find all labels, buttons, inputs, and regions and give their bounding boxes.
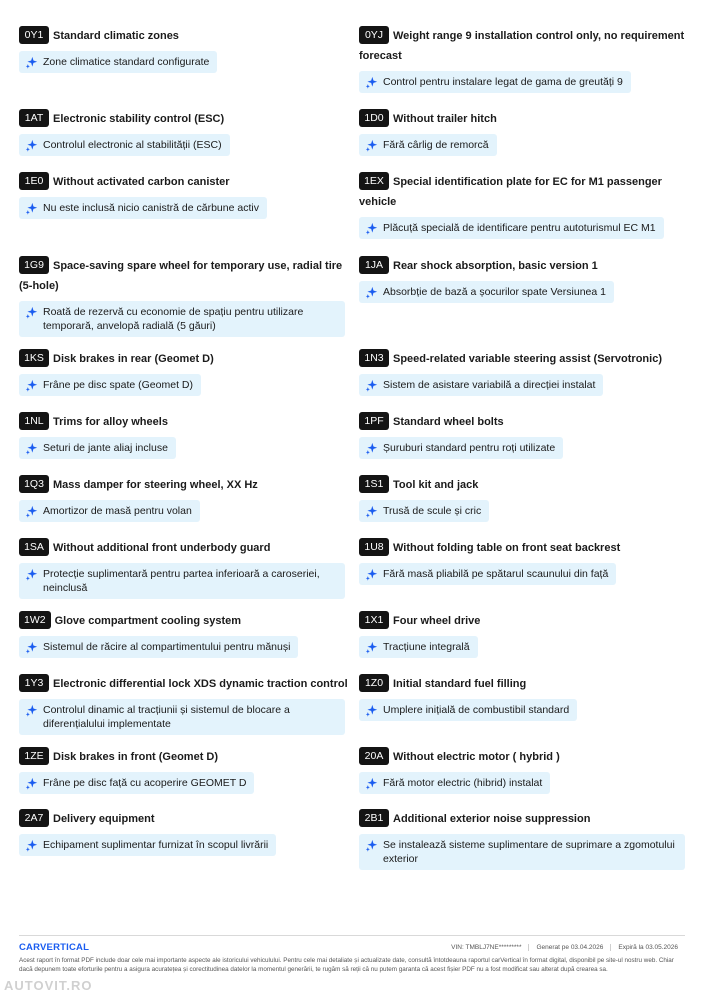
option-title: Without activated carbon canister: [53, 176, 230, 188]
option-code: 1G9: [19, 256, 49, 274]
disclaimer-text: Acest raport în format PDF include doar cele mai importante aspecte ale istoricului vehiculului. Pentru cele mai detaliate și actualizate date, consultă întotdeauna raportul carVertical în format digital, disponibil pe site-ul nostru web. Chiar dacă depunem toate eforturile pentru a asigura acuratețea și corectitudinea datelor la momentul generării, te rugăm să reții că nu putem garanta că acest fișier PDF nu a fost modificat sau alterat după crearea sa.: [19, 957, 674, 973]
option-heading: [19, 747, 349, 767]
option-item: [359, 109, 689, 157]
option-item: [19, 172, 349, 220]
translation-box: [359, 636, 478, 658]
option-translation: Tracțiune integrală: [383, 641, 470, 653]
translation-box: [19, 563, 345, 599]
option-translation: Fără cârlig de remorcă: [383, 139, 489, 151]
option-item: [359, 412, 689, 460]
report-meta: [444, 944, 685, 951]
report-footer: [19, 935, 685, 974]
sparkle-icon: [25, 777, 38, 790]
generated-date: Generat pe 03.04.2026: [528, 944, 610, 951]
translation-box: [19, 374, 201, 396]
sparkle-icon: [25, 56, 38, 69]
option-translation: Protecție suplimentară pentru partea inferioară a caroseriei, neinclusă: [43, 568, 320, 594]
sparkle-icon: [25, 442, 38, 455]
option-code: 2B1: [359, 809, 389, 827]
translation-box: [19, 699, 345, 735]
sparkle-icon: [365, 505, 378, 518]
option-heading: [19, 412, 349, 432]
option-code: 1SA: [19, 538, 49, 556]
translation-box: [19, 772, 254, 794]
option-item: [359, 475, 689, 523]
option-code: 1PF: [359, 412, 389, 430]
translation-box: [359, 374, 603, 396]
option-heading: [359, 412, 689, 432]
sparkle-icon: [25, 641, 38, 654]
option-translation: Zone climatice standard configurate: [43, 56, 210, 68]
option-code: 1E0: [19, 172, 49, 190]
option-heading: [359, 674, 689, 694]
option-heading: [359, 26, 689, 66]
option-heading: [19, 349, 349, 369]
option-code: 20A: [359, 747, 389, 765]
option-heading: [19, 256, 349, 296]
option-item: [19, 747, 349, 795]
option-title: Disk brakes in front (Geomet D): [53, 751, 219, 763]
option-heading: [359, 611, 689, 631]
option-title: Electronic differential lock XDS dynamic traction control: [53, 678, 348, 690]
option-code: 1Z0: [359, 674, 389, 692]
option-code: 1AT: [19, 109, 49, 127]
option-title: Space-saving spare wheel for temporary use, radial tire (5-hole): [19, 260, 343, 292]
option-translation: Seturi de jante aliaj incluse: [43, 442, 168, 454]
option-item: [19, 349, 349, 397]
option-heading: [359, 538, 689, 558]
translation-box: [359, 71, 631, 93]
sparkle-icon: [365, 222, 378, 235]
footer-divider: [19, 935, 685, 936]
translation-box: [359, 217, 664, 239]
option-title: Weight range 9 installation control only, no requirement forecast: [359, 30, 685, 62]
translation-box: [19, 636, 298, 658]
option-item: [359, 747, 689, 795]
sparkle-icon: [25, 139, 38, 152]
option-translation: Roată de rezervă cu economie de spațiu pentru utilizare temporară, anvelopă radială (5 găuri): [43, 306, 304, 332]
option-translation: Amortizor de masă pentru volan: [43, 505, 192, 517]
option-title: Without electric motor ( hybrid ): [393, 751, 560, 763]
option-translation: Fără masă pliabilă pe spătarul scaunului din față: [383, 568, 609, 580]
option-translation: Fără motor electric (hibrid) instalat: [383, 777, 543, 789]
option-heading: [19, 109, 349, 129]
translation-box: [19, 134, 230, 156]
option-title: Disk brakes in rear (Geomet D): [53, 353, 214, 365]
option-item: [19, 674, 349, 735]
option-item: [19, 611, 349, 659]
option-heading: [359, 349, 689, 369]
option-code: 1Q3: [19, 475, 49, 493]
option-title: Glove compartment cooling system: [54, 615, 242, 627]
option-code: 1S1: [359, 475, 389, 493]
translation-box: [359, 563, 616, 585]
option-translation: Echipament suplimentar furnizat în scopul livrării: [43, 839, 269, 851]
option-heading: [19, 611, 349, 631]
option-translation: Controlul electronic al stabilității (ESC): [43, 139, 222, 151]
option-item: [19, 109, 349, 157]
sparkle-icon: [365, 839, 378, 852]
sparkle-icon: [25, 306, 38, 319]
option-title: Without additional front underbody guard: [53, 542, 271, 554]
option-code: 1Y3: [19, 674, 49, 692]
option-item: [359, 538, 689, 586]
option-title: Standard climatic zones: [53, 30, 179, 42]
option-translation: Frâne pe disc față cu acoperire GEOMET D: [43, 777, 247, 789]
option-code: 1N3: [359, 349, 389, 367]
option-heading: [19, 538, 349, 558]
option-code: 0YJ: [359, 26, 389, 44]
option-code: 1JA: [359, 256, 389, 274]
sparkle-icon: [25, 379, 38, 392]
option-heading: [19, 172, 349, 192]
option-title: Initial standard fuel filling: [393, 678, 527, 690]
option-heading: [359, 747, 689, 767]
option-title: Four wheel drive: [393, 615, 481, 627]
option-heading: [359, 256, 689, 276]
option-translation: Absorbție de bază a șocurilor spate Versiunea 1: [383, 286, 606, 298]
option-title: Speed-related variable steering assist (Servotronic): [393, 353, 662, 365]
option-title: Standard wheel bolts: [393, 416, 504, 428]
sparkle-icon: [25, 704, 38, 717]
watermark: AUTOVIT.RO: [4, 978, 93, 993]
option-title: Without folding table on front seat backrest: [393, 542, 621, 554]
translation-box: [359, 437, 563, 459]
option-item: [359, 172, 689, 240]
sparkle-icon: [25, 505, 38, 518]
translation-box: [19, 197, 267, 219]
option-heading: [359, 172, 689, 212]
translation-box: [359, 281, 614, 303]
option-translation: Se instalează sisteme suplimentare de suprimare a zgomotului exterior: [383, 839, 675, 865]
option-item: [359, 611, 689, 659]
option-heading: [359, 809, 689, 829]
option-title: Without trailer hitch: [393, 113, 497, 125]
carvertical-logo: CARVERTICAL: [19, 941, 90, 953]
option-code: 1W2: [19, 611, 51, 629]
option-translation: Umplere inițială de combustibil standard: [383, 704, 570, 716]
option-code: 1NL: [19, 412, 49, 430]
sparkle-icon: [365, 777, 378, 790]
option-heading: [19, 26, 349, 46]
sparkle-icon: [365, 76, 378, 89]
sparkle-icon: [25, 202, 38, 215]
option-title: Electronic stability control (ESC): [53, 113, 225, 125]
option-heading: [19, 809, 349, 829]
option-translation: Sistem de asistare variabilă a direcției instalat: [383, 379, 596, 391]
option-code: 2A7: [19, 809, 49, 827]
option-item: [19, 475, 349, 523]
option-item: [359, 26, 689, 94]
expiry-date: Expiră la 03.05.2026: [610, 944, 685, 951]
option-translation: Trusă de scule și cric: [383, 505, 482, 517]
option-code: 1ZE: [19, 747, 49, 765]
sparkle-icon: [365, 568, 378, 581]
option-item: [19, 809, 349, 857]
translation-box: [19, 834, 276, 856]
option-translation: Frâne pe disc spate (Geomet D): [43, 379, 193, 391]
translation-box: [19, 500, 200, 522]
option-title: Special identification plate for EC for M1 passenger vehicle: [359, 176, 662, 208]
option-title: Additional exterior noise suppression: [393, 813, 591, 825]
option-item: [359, 809, 689, 870]
option-item: [19, 412, 349, 460]
option-code: 1D0: [359, 109, 389, 127]
sparkle-icon: [365, 442, 378, 455]
option-heading: [19, 475, 349, 495]
option-item: [19, 26, 349, 74]
option-title: Mass damper for steering wheel, XX Hz: [53, 479, 258, 491]
sparkle-icon: [365, 286, 378, 299]
option-title: Rear shock absorption, basic version 1: [393, 260, 598, 272]
sparkle-icon: [365, 139, 378, 152]
option-translation: Șuruburi standard pentru roți utilizate: [383, 442, 556, 454]
translation-box: [19, 437, 176, 459]
option-translation: Controlul dinamic al tracțiunii și sistemul de blocare a diferențialului implementate: [43, 704, 290, 730]
option-translation: Plăcuță specială de identificare pentru autoturismul EC M1: [383, 222, 656, 234]
option-item: [359, 256, 689, 304]
option-heading: [19, 674, 349, 694]
option-code: 1EX: [359, 172, 389, 190]
translation-box: [359, 134, 497, 156]
option-translation: Control pentru instalare legat de gama de greutăți 9: [383, 76, 623, 88]
option-item: [359, 674, 689, 722]
option-item: [359, 349, 689, 397]
option-code: 1X1: [359, 611, 389, 629]
sparkle-icon: [365, 704, 378, 717]
sparkle-icon: [365, 641, 378, 654]
option-heading: [359, 109, 689, 129]
option-code: 1KS: [19, 349, 49, 367]
translation-box: [19, 301, 345, 337]
translation-box: [359, 699, 577, 721]
option-title: Trims for alloy wheels: [53, 416, 168, 428]
option-translation: Sistemul de răcire al compartimentului pentru mănuși: [43, 641, 291, 653]
translation-box: [359, 834, 685, 870]
footer-top-row: [19, 938, 685, 956]
translation-box: [359, 772, 550, 794]
sparkle-icon: [365, 379, 378, 392]
sparkle-icon: [25, 839, 38, 852]
translation-box: [359, 500, 489, 522]
option-title: Tool kit and jack: [393, 479, 479, 491]
translation-box: [19, 51, 217, 73]
option-code: 0Y1: [19, 26, 49, 44]
option-translation: Nu este inclusă nicio canistră de cărbune activ: [43, 202, 259, 214]
vin-text: VIN: TMBLJ7NE*********: [451, 943, 522, 951]
option-code: 1U8: [359, 538, 389, 556]
option-item: [19, 538, 349, 599]
sparkle-icon: [25, 568, 38, 581]
option-title: Delivery equipment: [53, 813, 155, 825]
option-item: [19, 256, 349, 337]
option-heading: [359, 475, 689, 495]
